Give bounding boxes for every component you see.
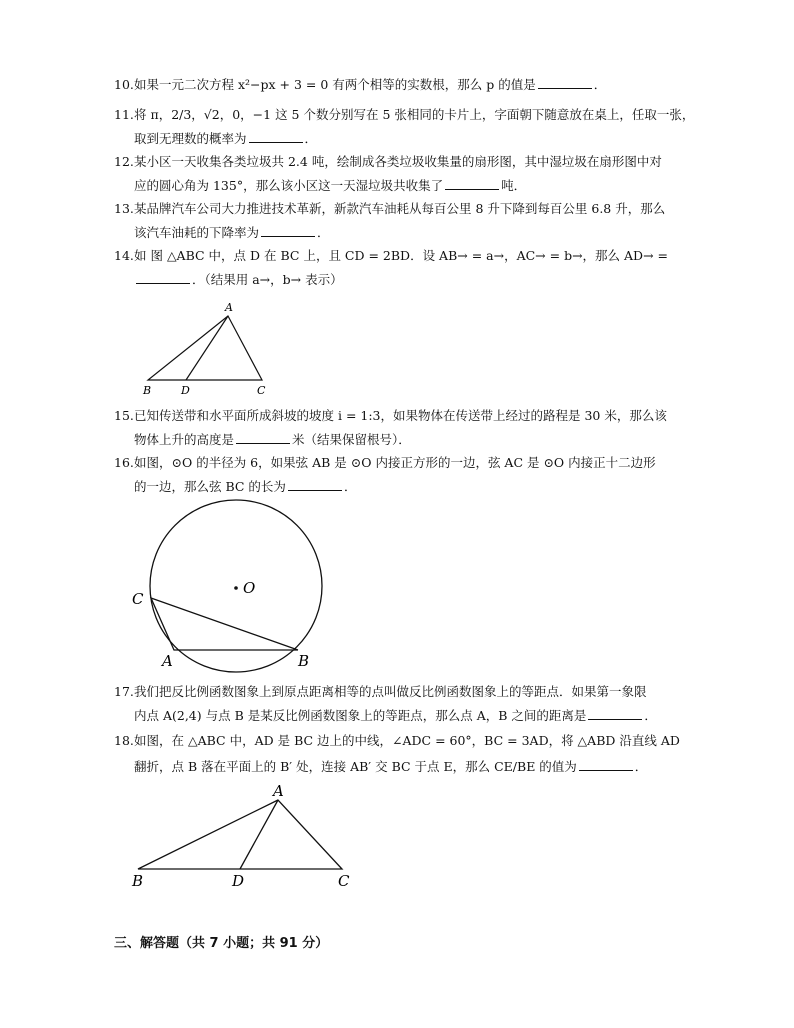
section-title: 三、解答题（共 7 小题；共 91 分）	[114, 936, 329, 951]
question-line: 将 π，2/3，√2，0，−1 这 5 个数分别写在 5 张相同的卡片上，字面朝下随意放在桌上，任取一张，	[134, 107, 695, 122]
question-line: ．（结果用 a→，b→ 表示）	[134, 269, 343, 291]
triangle-abc	[138, 800, 342, 869]
label-a: A	[273, 782, 284, 800]
triangle-abc	[148, 316, 262, 380]
question-number: 18.	[114, 733, 134, 748]
answer-blank	[538, 75, 592, 89]
question-line: 内点 A(2,4) 与点 B 是某反比例函数图象上的等距点，那么点 A，B 之间的距离是 ．	[134, 708, 657, 723]
segment-ad	[186, 316, 228, 380]
label-d: D	[232, 872, 245, 890]
label-d: D	[181, 384, 190, 397]
question-line: 如图，在 △ABC 中，AD 是 BC 边上的中线，∠ADC = 60°，BC = 3AD，将 △ABD 沿直线 AD	[134, 733, 680, 748]
question-line: 如 图 △ABC 中，点 D 在 BC 上，且 CD = 2BD．设 AB→ = a→，AC→ = b→，那么 AD→ =	[134, 248, 668, 263]
question-line: 应的圆心角为 135°，那么该小区这一天湿垃圾共收集了 吨．	[134, 178, 527, 193]
question-number: 15.	[114, 408, 134, 423]
question-line: 某品牌汽车公司大力推进技术革新，新款汽车油耗从每百公里 8 升下降到每百公里 6.8 升，那么	[134, 201, 666, 216]
question-line: 翻折，点 B 落在平面上的 B′ 处，连接 AB′ 交 BC 于点 E，那么 CE/BE 的值为 ．	[134, 759, 648, 774]
label-a: A	[162, 652, 173, 670]
question-line: 如图，⊙O 的半径为 6，如果弦 AB 是 ⊙O 内接正方形的一边，弦 AC 是 ⊙O 内接正十二边形	[134, 455, 656, 470]
question-line: 我们把反比例函数图象上到原点距离相等的点叫做反比例函数图象上的等距点．如果第一象限	[134, 684, 647, 699]
question-line: 已知传送带和水平面所成斜坡的坡度 i = 1:3，如果物体在传送带上经过的路程是 30 米，那么该	[134, 408, 667, 423]
answer-blank	[136, 270, 190, 284]
figure-18-triangle	[128, 780, 364, 892]
label-c: C	[257, 384, 266, 397]
question-number: 11.	[114, 107, 134, 122]
figure-14-triangle	[138, 298, 278, 400]
question-number: 13.	[114, 201, 134, 216]
answer-blank	[249, 129, 303, 143]
question-line: 的一边，那么弦 BC 的长为 ．	[134, 479, 357, 494]
question-number: 14.	[114, 248, 134, 263]
question-line: 该汽车油耗的下降率为 ．	[134, 225, 330, 240]
label-b: B	[143, 384, 152, 397]
question-line: 取到无理数的概率为 ．	[134, 131, 318, 146]
center-point-o	[234, 586, 238, 590]
label-b: B	[132, 872, 144, 890]
label-o: O	[243, 579, 256, 597]
answer-blank	[236, 430, 290, 444]
answer-blank	[288, 477, 342, 491]
label-c: C	[132, 590, 144, 608]
question-number: 16.	[114, 455, 134, 470]
label-c: C	[338, 872, 350, 890]
answer-blank	[445, 176, 499, 190]
question-line: 某小区一天收集各类垃圾共 2.4 吨，绘制成各类垃圾收集量的扇形图，其中湿垃圾在扇形图中对	[134, 154, 662, 169]
question-number: 17.	[114, 684, 134, 699]
question-number: 10.	[114, 77, 134, 92]
question-number: 12.	[114, 154, 134, 169]
question-line: 物体上升的高度是 米（结果保留根号）．	[134, 432, 411, 447]
question-line: 如果一元二次方程 x²−px + 3 = 0 有两个相等的实数根，那么 p 的值是 ．	[134, 77, 607, 92]
circle-o	[150, 500, 322, 672]
answer-blank	[261, 223, 315, 237]
segment-ad	[240, 800, 278, 869]
chords-cab	[151, 598, 298, 650]
label-a: A	[225, 301, 233, 314]
answer-blank	[579, 757, 633, 771]
label-b: B	[298, 652, 310, 670]
answer-blank	[588, 706, 642, 720]
figure-16-circle	[126, 498, 332, 674]
